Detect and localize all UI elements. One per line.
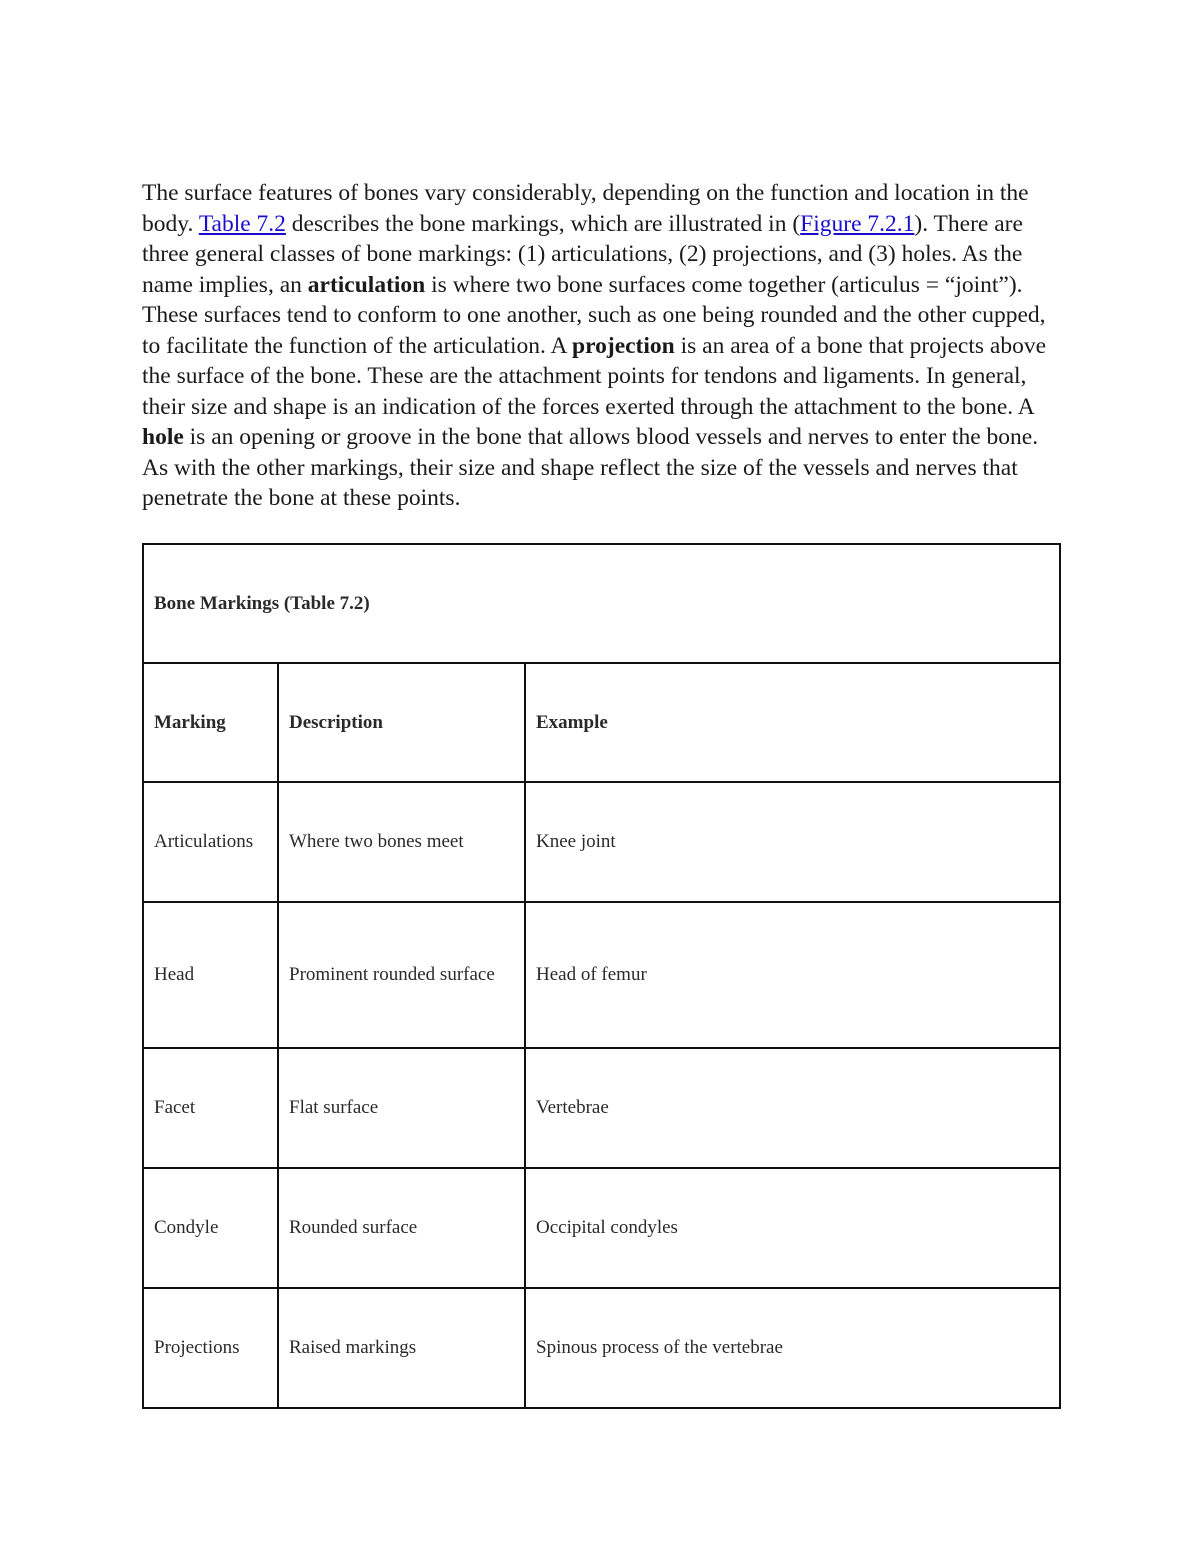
- table-row: [143, 1288, 1060, 1408]
- cell-example: Vertebrae: [525, 1048, 1060, 1168]
- table-row: [143, 1048, 1060, 1168]
- para-text-2: describes the bone markings, which are illustrated in (: [285, 210, 801, 237]
- table-caption-row: [143, 544, 1060, 663]
- para-text-5: is an area of a bone that projects above the surface of the bone. These are the attachment points for tendons and ligaments. In general, their size and shape is an indication of the forces exerted through the attachment to the bone. A: [142, 332, 1047, 420]
- term-hole: hole: [142, 424, 184, 450]
- cell-example: Occipital condyles: [525, 1168, 1060, 1288]
- header-marking: Marking: [143, 663, 278, 782]
- table-7-2-link[interactable]: Table 7.2: [198, 210, 286, 237]
- cell-marking: Condyle: [143, 1168, 278, 1288]
- bone-markings-table: [142, 543, 1061, 1409]
- figure-7-2-1-link[interactable]: Figure 7.2.1: [800, 210, 915, 237]
- table-caption: Bone Markings (Table 7.2): [143, 544, 1060, 663]
- cell-description: Flat surface: [278, 1048, 525, 1168]
- header-description: Description: [278, 663, 525, 782]
- header-example: Example: [525, 663, 1060, 782]
- cell-marking: Facet: [143, 1048, 278, 1168]
- para-text-4: is where two bone surfaces come together (articulus = “joint”). These surfaces tend to conform to one another, such as one being rounded and the other cupped, to facilitate the function of the articulation. A: [142, 271, 1046, 359]
- para-text-3: ). There are three general classes of bone markings: (1) articulations, (2) projections, and (3) holes. As the name implies, an: [142, 210, 1023, 298]
- cell-example: Spinous process of the vertebrae: [525, 1288, 1060, 1408]
- table-row: [143, 782, 1060, 902]
- cell-description: Rounded surface: [278, 1168, 525, 1288]
- para-text-1: The surface features of bones vary considerably, depending on the function and location in the body.: [142, 180, 1029, 237]
- cell-description: Prominent rounded surface: [278, 902, 525, 1048]
- table-row: [143, 902, 1060, 1048]
- table-row: [143, 1168, 1060, 1288]
- term-projection: projection: [572, 332, 675, 359]
- para-text-6: is an opening or groove in the bone that allows blood vessels and nerves to enter the bone. As with the other markings, their size and shape reflect the size of the vessels and nerves that penetrate the bone at these points.: [142, 424, 1039, 511]
- cell-marking: Projections: [143, 1288, 278, 1408]
- cell-description: Where two bones meet: [278, 782, 525, 902]
- cell-marking: Articulations: [143, 782, 278, 902]
- cell-example: Knee joint: [525, 782, 1060, 902]
- term-articulation: articulation: [307, 271, 426, 298]
- table-header-row: [143, 663, 1060, 782]
- intro-paragraph: [142, 178, 1062, 514]
- cell-example: Head of femur: [525, 902, 1060, 1048]
- cell-description: Raised markings: [278, 1288, 525, 1408]
- cell-marking: Head: [143, 902, 278, 1048]
